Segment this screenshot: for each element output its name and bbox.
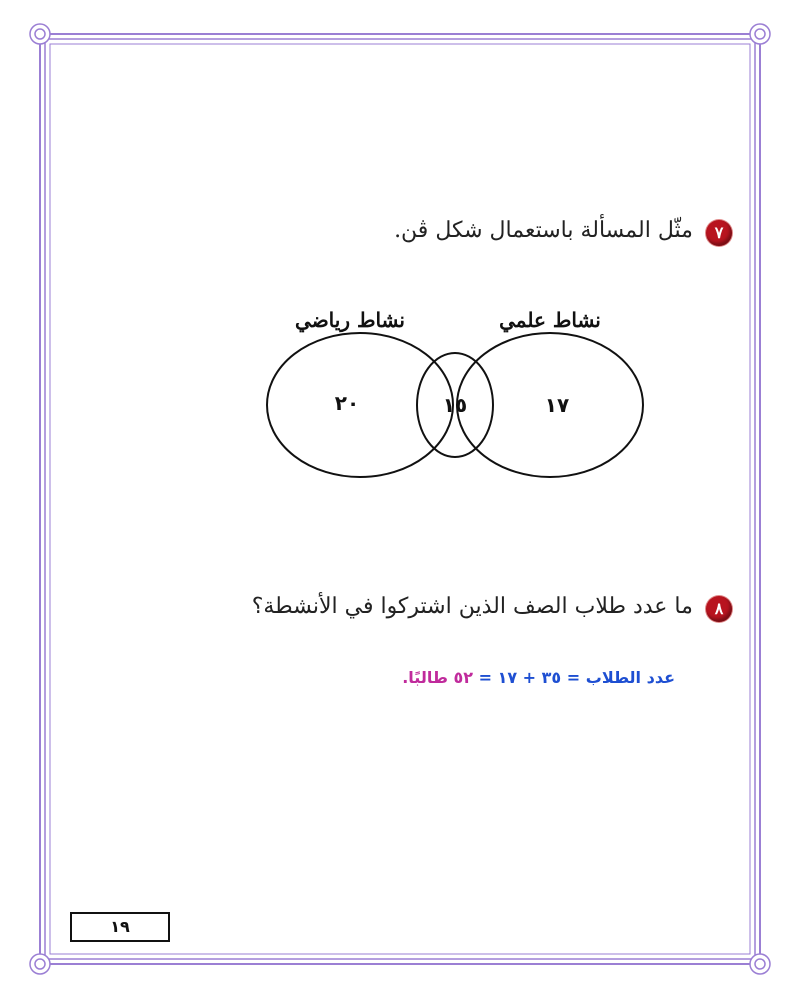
venn-left-label: نشاط رياضي	[295, 308, 405, 332]
question-7	[394, 218, 732, 246]
venn-left-circle	[267, 333, 453, 477]
answer-expression: ٣٥ + ١٧ =	[473, 668, 562, 687]
venn-diagram	[255, 300, 655, 480]
question-8	[252, 594, 732, 622]
question-8-text: ما عدد طلاب الصف الذين اشتركوا في الأنشطة؟	[251, 594, 693, 619]
answer-line	[402, 668, 675, 687]
corner-ornament-top-right	[750, 24, 770, 44]
venn-right-label: نشاط علمي	[499, 308, 601, 332]
answer-label: عدد الطلاب =	[561, 668, 675, 687]
corner-ornament-bottom-right	[750, 954, 770, 974]
question-7-text: مثّل المسألة باستعمال شكل ڤن.	[394, 218, 693, 243]
page-number: ١٩	[70, 912, 170, 942]
question-number-badge: ٧	[706, 220, 732, 246]
corner-ornament-bottom-left	[30, 954, 50, 974]
venn-left-value: ٢٠	[334, 391, 360, 415]
venn-right-value: ١٧	[544, 393, 570, 417]
question-number-badge: ٨	[706, 596, 732, 622]
answer-result: ٥٢ طالبًا.	[402, 668, 474, 687]
corner-ornament-top-left	[30, 24, 50, 44]
venn-intersection-value: ١٥	[442, 393, 468, 417]
